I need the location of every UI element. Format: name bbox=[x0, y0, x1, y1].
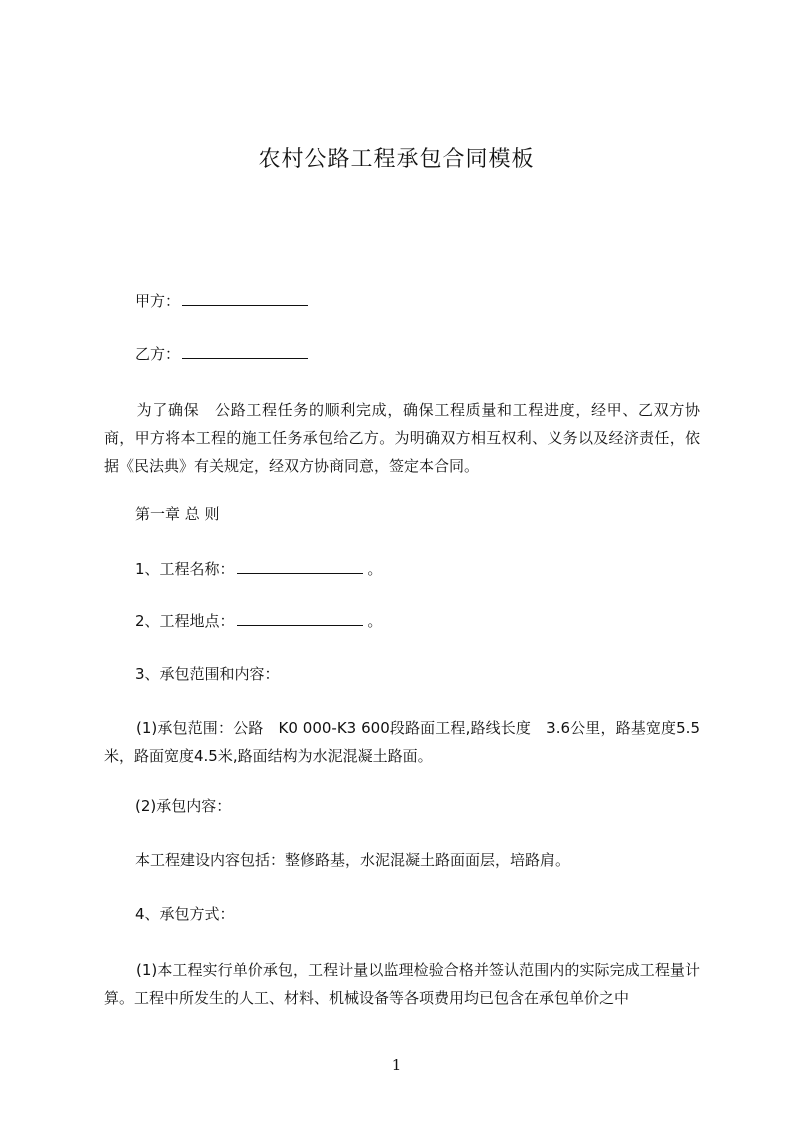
scope-heading: 3、承包范围和内容： bbox=[135, 665, 280, 683]
project-name-label: 1、工程名称： bbox=[135, 560, 235, 578]
project-location-suffix: 。 bbox=[362, 612, 383, 630]
content-text: 本工程建设内容包括：整修路基，水泥混凝土路面面层，培路肩。 bbox=[135, 851, 571, 869]
contract-method-text: (1)本工程实行单价承包，工程计量以监理检验合格并签认范围内的实际完成工程量计算。工程中所发生的人工、材料、机械设备等各项费用均已包含在承包单价之中 bbox=[104, 961, 700, 1007]
project-name-suffix: 。 bbox=[362, 560, 383, 578]
project-location-line bbox=[135, 611, 382, 631]
contract-method-paragraph bbox=[104, 956, 700, 1012]
party-b-label: 乙方： bbox=[135, 345, 181, 363]
project-location-blank[interactable] bbox=[237, 611, 363, 626]
party-a-label: 甲方： bbox=[135, 292, 181, 310]
party-a-line bbox=[135, 291, 308, 311]
page-number: 1 bbox=[391, 1056, 402, 1074]
intro-paragraph bbox=[104, 396, 700, 480]
scope-text: (1)承包范围：公路 K0 000-K3 600段路面工程,路线长度 3.6公里，路基宽度5.5米，路面宽度4.5米,路面结构为水泥混凝土路面。 bbox=[104, 719, 700, 765]
chapter-heading: 第一章 总 则 bbox=[135, 505, 220, 523]
project-name-blank[interactable] bbox=[237, 559, 363, 574]
party-a-blank[interactable] bbox=[182, 291, 308, 306]
intro-text: 为了确保 公路工程任务的顺利完成，确保工程质量和工程进度，经甲、乙双方协商，甲方将本工程的施工任务承包给乙方。为明确双方相互权利、义务以及经济责任，依据《民法典》有关规定，经双方协商同意，签定本合同。 bbox=[104, 401, 700, 475]
content-heading: (2)承包内容： bbox=[135, 797, 232, 815]
project-name-line bbox=[135, 559, 382, 579]
project-location-label: 2、工程地点： bbox=[135, 612, 235, 630]
party-b-line bbox=[135, 344, 308, 364]
document-title: 农村公路工程承包合同模板 bbox=[258, 147, 535, 172]
party-b-blank[interactable] bbox=[182, 344, 308, 359]
scope-paragraph bbox=[104, 714, 700, 770]
contract-method-heading: 4、承包方式： bbox=[135, 905, 235, 923]
